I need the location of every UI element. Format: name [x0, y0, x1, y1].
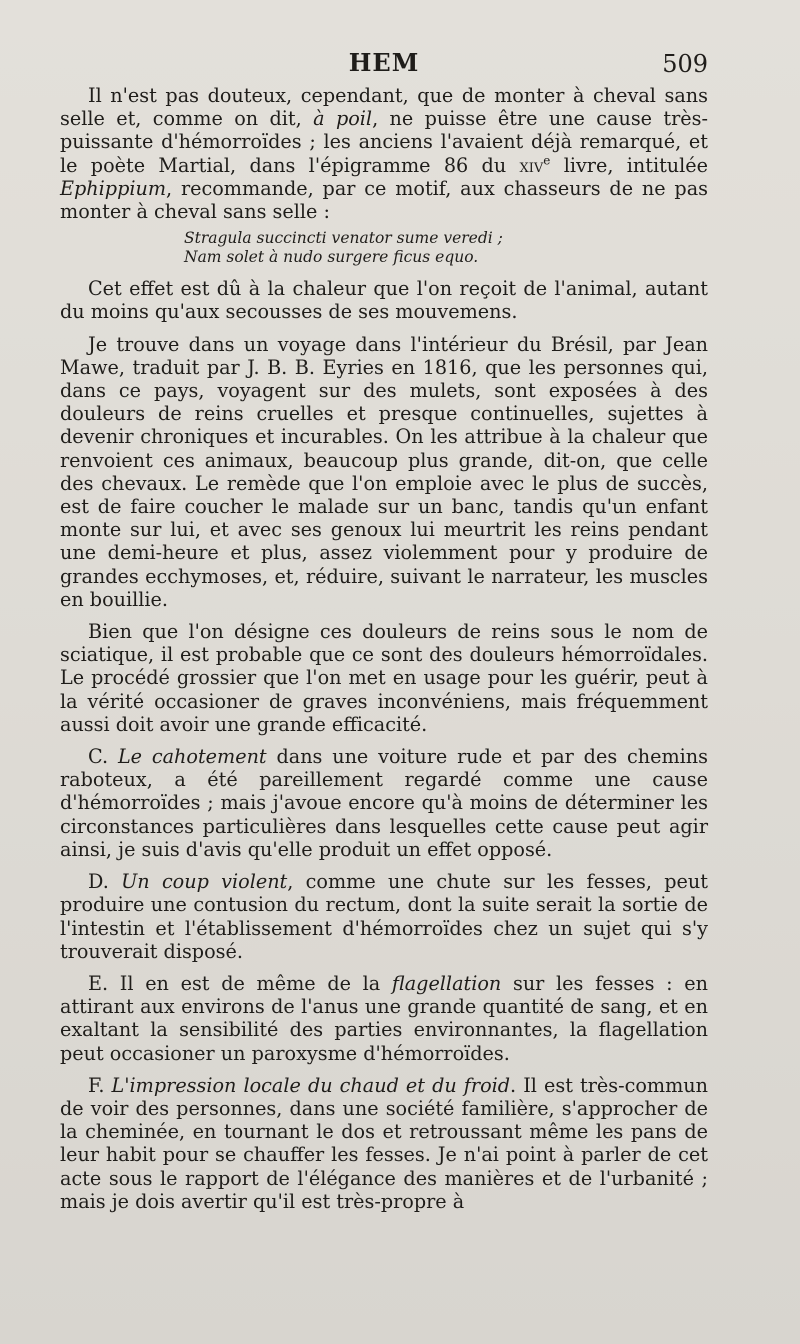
paragraph-3: Je trouve dans un voyage dans l'intérieur du Brésil, par Jean Mawe, traduit par J. B. B. Eyries en 1816, que les personnes qui, dans ce pays, voyagent sur des mulets, sont exposées à des douleurs de reins cruelles et presque continuelles, sujettes à devenir chroniques et incurables. On les attribue à la chaleur que renvoient ces animaux, beaucoup plus grande, dit-on, que celle des chevaux. Le remède que l'on emploie avec le plus de succès, est de faire coucher le malade sur un banc, tandis qu'un enfant monte sur lui, et avec ses genoux lui meurtrit les reins pendant une demi-heure et plus, assez violemment pour y produire de grandes ecchymoses, et, réduire, suivant le narrateur, les muscles en bouillie.	[60, 332, 708, 611]
paragraph-6	[60, 870, 708, 963]
running-title: HEM	[348, 48, 420, 77]
text-run: , ne puisse être une cause très-puissante d'hémorroïdes ; les anciens l'avaient déjà remarqué, et le poète Martial, dans l'épigramme 86 du	[60, 107, 708, 177]
page-number: 509	[662, 50, 708, 78]
section-letter: F.	[88, 1073, 112, 1097]
quote-line-2: Nam solet à nudo surgere ficus equo.	[184, 248, 479, 267]
text-run: . Il est très-commun de voir des personnes, dans une société familière, s'approcher de la cheminée, en tournant le dos et retroussant même les pans de leur habit pour se chauffer les fesses. Je n'ai point à parler de cet acte sous le rapport de l'élégance des manières et de l'urbanité ; mais je dois avertir qu'il est très-propre à	[60, 1073, 708, 1213]
section-letter: C.	[88, 745, 118, 769]
text-run: E. Il en est de même de la	[88, 971, 392, 995]
italic-text: à poil	[313, 107, 373, 131]
italic-heading: L'impression locale du chaud et du froid	[111, 1073, 511, 1097]
text-run: Il n'est pas douteux, cependant, que de monter à cheval sans selle et, comme on dit,	[60, 84, 708, 131]
text-run: , recommande, par ce motif, aux chasseurs de ne pas monter à cheval sans selle :	[60, 176, 708, 224]
paragraph-5	[60, 745, 708, 861]
paragraph-4: Bien que l'on désigne ces douleurs de reins sous le nom de sciatique, il est probable que ce sont des douleurs hémorroïdales. Le procédé grossier que l'on met en usage pour les guérir, peut à la vérité occasioner de graves inconvéniens, mais fréquemment aussi doit avoir une grande efficacité.	[60, 620, 708, 736]
page-text	[60, 84, 708, 1213]
italic-heading: Le cahotement	[117, 745, 267, 769]
text-run: sur les fesses : en attirant aux environs de l'anus une grande quantité de sang, et en exaltant la sensibilité des parties environnantes, la flagellation peut occasioner un paroxysme d'hémorroïdes.	[60, 971, 708, 1065]
paragraph-8	[60, 1074, 708, 1213]
paragraph-7	[60, 972, 708, 1065]
italic-title: Ephippium	[60, 176, 167, 200]
paragraph-1	[60, 84, 708, 223]
quote-line-1: Stragula succincti venator sume veredi ;	[184, 229, 503, 248]
text-run: livre, intitulée	[550, 153, 709, 177]
italic-term: flagellation	[391, 971, 502, 995]
ordinal-superscript: e	[543, 153, 551, 168]
book-number: xiv	[519, 153, 544, 177]
text-run: dans une voiture rude et par des chemins raboteux, a été pareillement regardé comme une cause d'hémorroïdes ; mais j'avoue encore qu'à moins de déterminer les circonstances particulières dans lesquelles cette cause peut agir ainsi, je suis d'avis qu'elle produit un effet opposé.	[60, 745, 708, 861]
latin-quotation	[184, 229, 708, 267]
text-run: , comme une chute sur les fesses, peut produire une contusion du rectum, dont la suite serait la sortie de l'intestin et l'établissement d'hémorroïdes chez un sujet qui s'y trouverait disposé.	[60, 870, 708, 963]
section-letter: D.	[88, 870, 122, 894]
paragraph-2: Cet effet est dû à la chaleur que l'on reçoit de l'animal, autant du moins qu'aux secousses de ses mouvemens.	[60, 277, 708, 324]
italic-heading: Un coup violent	[121, 870, 288, 894]
page-header	[60, 48, 708, 88]
